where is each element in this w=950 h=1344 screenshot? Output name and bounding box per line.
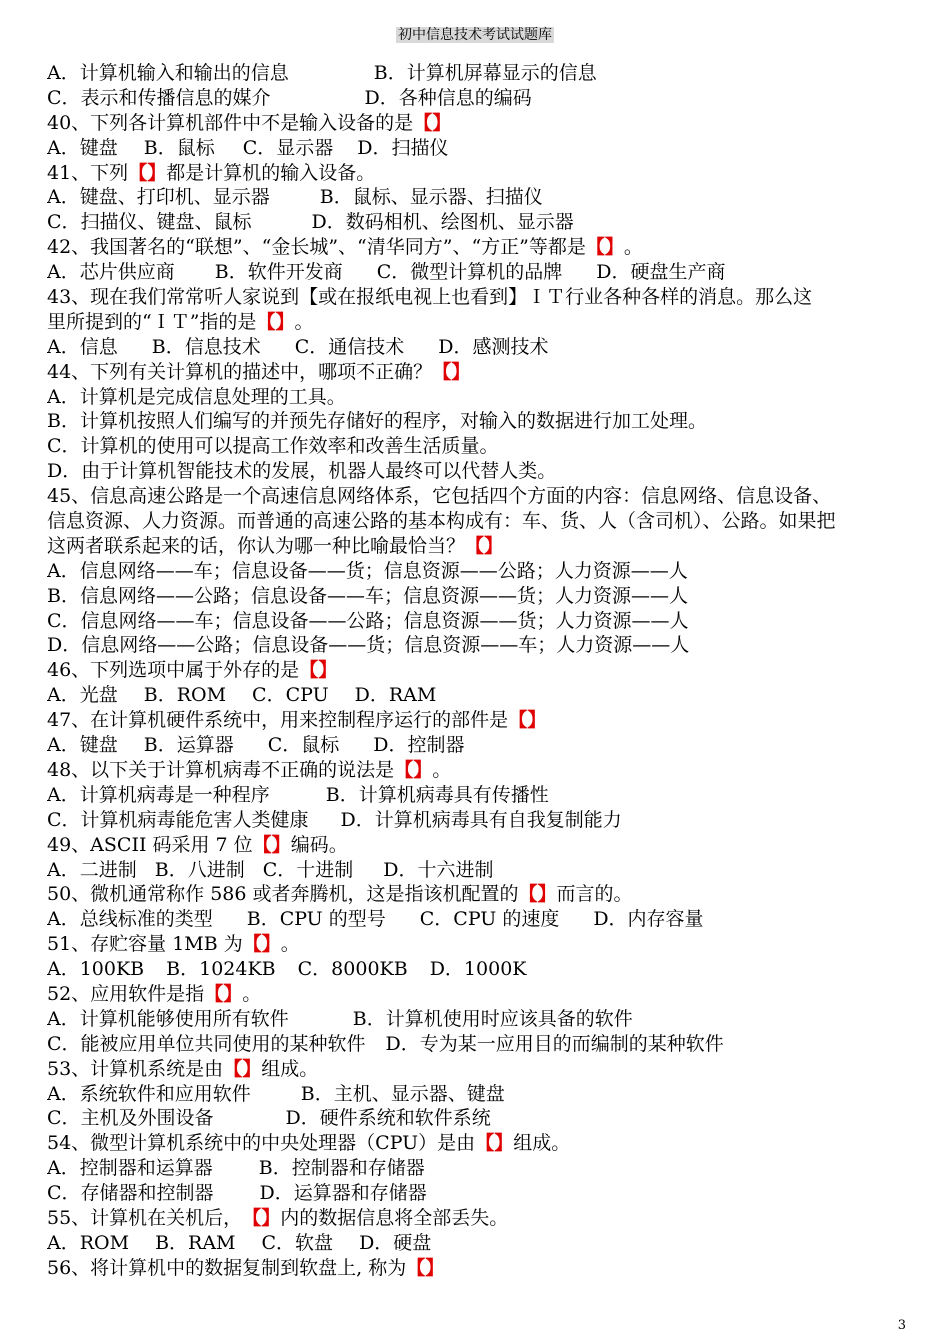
text-line (47, 459, 909, 484)
text-segment: B．信息网络——公路；信息设备——车；信息资源——货；人力资源——人 (47, 584, 688, 607)
text-segment: B．运算器 (143, 734, 234, 757)
text-line (47, 409, 909, 434)
text-line (47, 758, 909, 783)
text-line (47, 907, 909, 932)
text-segment: A．ROM (47, 1231, 130, 1254)
text-segment: C．鼠标 (267, 734, 340, 757)
text-line (47, 61, 909, 86)
text-segment: C．扫描仪、键盘、鼠标 (47, 211, 252, 234)
text-line (47, 86, 909, 111)
text-segment: 。 (294, 310, 314, 333)
answer-bracket: 【】 (128, 161, 167, 184)
text-segment: B．ROM (143, 684, 227, 707)
text-segment: D．内存容量 (593, 908, 704, 931)
text-segment: B．信息技术 (151, 335, 261, 358)
text-line (47, 534, 909, 559)
text-line (47, 1032, 909, 1057)
header-title: 初中信息技术考试试题库 (398, 27, 552, 43)
text-segment: C．信息网络——车；信息设备——公路；信息资源——货；人力资源——人 (47, 609, 689, 632)
text-segment: B．鼠标、显示器、扫描仪 (319, 186, 543, 209)
text-segment: 都是计算机的输入设备。 (166, 161, 376, 184)
text-segment: 46、下列选项中属于外存的是 (47, 659, 300, 682)
text-segment: 。 (623, 236, 643, 259)
text-segment: C．微型计算机的品牌 (376, 261, 563, 284)
text-segment: 。 (280, 933, 300, 956)
text-line (47, 509, 909, 534)
text-segment: A．计算机是完成信息处理的工具。 (47, 385, 346, 408)
text-segment: C．十进制 (262, 858, 354, 881)
answer-bracket: 【】 (508, 709, 547, 732)
text-segment: 40、下列各计算机部件中不是输入设备的是 (47, 111, 414, 134)
text-line (47, 161, 909, 186)
text-segment: 。 (242, 982, 262, 1005)
text-line (47, 858, 909, 883)
text-segment: 41、下列 (47, 161, 129, 184)
text-line (47, 808, 909, 833)
text-segment: 54、微型计算机系统中的中央处理器（CPU）是由 (47, 1132, 476, 1155)
text-line (47, 136, 909, 161)
answer-bracket: 【】 (413, 111, 452, 134)
text-line (47, 708, 909, 733)
text-segment: C．8000KB (297, 958, 408, 981)
text-segment: B．计算机屏幕显示的信息 (373, 62, 597, 84)
page-header (0, 26, 950, 44)
text-segment: D．数码相机、绘图机、显示器 (311, 211, 574, 234)
text-segment: 56、将计算机中的数据复制到软盘上, 称为 (47, 1256, 407, 1279)
text-segment: A．光盘 (47, 684, 118, 707)
text-line (47, 559, 909, 584)
text-segment: A．100KB (47, 958, 145, 981)
text-segment: B．软件开发商 (214, 261, 343, 284)
answer-bracket: 【】 (394, 758, 433, 781)
text-line (47, 609, 909, 634)
answer-bracket: 【】 (475, 1132, 514, 1155)
text-segment: C．显示器 (242, 136, 334, 159)
text-line (47, 210, 909, 235)
text-segment: 里所提到的“ＩＴ”指的是 (47, 310, 257, 333)
text-segment: A．控制器和运算器 (47, 1157, 213, 1180)
text-line (47, 484, 909, 509)
text-segment: C．计算机病毒能危害人类健康 (47, 808, 309, 831)
answer-bracket: 【】 (406, 1256, 445, 1279)
text-line (47, 235, 909, 260)
text-segment: B．计算机病毒具有传播性 (325, 783, 549, 806)
text-segment: D．RAM (354, 684, 437, 707)
text-line (47, 1156, 909, 1181)
text-line (47, 683, 909, 708)
text-segment: A．二进制 (47, 858, 137, 881)
answer-bracket: 【】 (252, 833, 291, 856)
text-line (47, 1181, 909, 1206)
answer-bracket: 【】 (223, 1057, 262, 1080)
text-line (47, 1057, 909, 1082)
text-segment: B．控制器和存储器 (258, 1157, 425, 1180)
text-line (47, 1106, 909, 1131)
answer-bracket: 【】 (204, 982, 243, 1005)
text-line (47, 335, 909, 360)
text-segment: 53、计算机系统是由 (47, 1057, 224, 1080)
text-segment: 这两者联系起来的话，你认为哪一种比喻最恰当？ (47, 534, 466, 557)
text-segment: A．信息网络——车；信息设备——货；信息资源——公路；人力资源——人 (47, 559, 688, 582)
text-segment: D．由于计算机智能技术的发展，机器人最终可以代替人类。 (47, 460, 557, 483)
text-segment: 52、应用软件是指 (47, 982, 205, 1005)
answer-bracket: 【】 (432, 360, 471, 383)
answer-bracket: 【】 (585, 236, 624, 259)
text-segment: 42、我国著名的“联想”、“金长城”、“清华同方”、“方正”等都是 (47, 236, 586, 259)
text-line (47, 1131, 909, 1156)
text-line (47, 285, 909, 310)
text-line (47, 982, 909, 1007)
text-segment: B．1024KB (166, 958, 276, 981)
text-line (47, 633, 909, 658)
text-segment: A．键盘 (47, 734, 118, 757)
text-segment: C．CPU 的速度 (419, 908, 560, 931)
text-segment: 50、微机通常称作 586 或者奔腾机，这是指该机配置的 (47, 883, 519, 906)
text-segment: A．芯片供应商 (47, 261, 175, 284)
text-segment: 组成。 (513, 1132, 571, 1155)
text-line (47, 783, 909, 808)
text-segment: 47、在计算机硬件系统中，用来控制程序运行的部件是 (47, 709, 509, 732)
text-segment: C．能被应用单位共同使用的某种软件 (47, 1032, 366, 1055)
answer-bracket: 【】 (242, 1206, 281, 1229)
text-segment: C．表示和传播信息的媒介 (47, 86, 271, 109)
text-segment: C．主机及外围设备 (47, 1107, 214, 1130)
text-line (47, 1206, 909, 1231)
text-segment: B．鼠标 (143, 136, 215, 159)
text-segment: 48、以下关于计算机病毒不正确的说法是 (47, 758, 395, 781)
text-segment: A．计算机能够使用所有软件 (47, 1007, 289, 1030)
text-segment: B．RAM (155, 1231, 236, 1254)
text-segment: B．计算机按照人们编写的并预先存储好的程序，对输入的数据进行加工处理。 (47, 410, 707, 433)
text-segment: 43、现在我们常常听人家说到【或在报纸电视上也看到】ＩＴ行业各种各样的消息。那么这 (47, 286, 813, 309)
text-segment: 组成。 (261, 1057, 319, 1080)
text-segment: D．1000K (429, 958, 527, 981)
text-segment: 内的数据信息将全部丢失。 (280, 1206, 509, 1229)
text-segment: D．专为某一应用目的而编制的某种软件 (385, 1032, 724, 1055)
answer-bracket: 【】 (242, 933, 281, 956)
text-segment: A．键盘、打印机、显示器 (47, 186, 270, 209)
text-line (47, 310, 909, 335)
text-line (47, 260, 909, 285)
text-line (47, 1007, 909, 1032)
text-segment: B．主机、显示器、键盘 (300, 1082, 505, 1105)
text-segment: 编码。 (290, 833, 348, 856)
text-segment: D．硬盘生产商 (596, 261, 726, 284)
text-segment: D．感测技术 (438, 335, 549, 358)
text-segment: D．信息网络——公路；信息设备——货；信息资源——车；人力资源——人 (47, 634, 690, 657)
text-segment: 45、信息高速公路是一个高速信息网络体系，它包括四个方面的内容：信息网络、信息设备、 (47, 485, 832, 508)
text-segment: C．CPU (252, 684, 329, 707)
text-line (47, 833, 909, 858)
text-segment: D．计算机病毒具有自我复制能力 (340, 808, 622, 831)
text-line (47, 733, 909, 758)
text-segment: 而言的。 (556, 883, 633, 906)
text-segment: D．运算器和存储器 (259, 1182, 427, 1205)
text-line (47, 1082, 909, 1107)
text-line (47, 957, 909, 982)
text-segment: D．扫描仪 (357, 136, 449, 159)
text-line (47, 658, 909, 683)
text-segment: A．计算机病毒是一种程序 (47, 783, 270, 806)
text-segment: 49、ASCII 码采用 7 位 (47, 833, 253, 856)
text-segment: 信息资源、人力资源。而普通的高速公路的基本构成有：车、货、人（含司机）、公路。如果把 (47, 510, 836, 533)
text-segment: A．计算机输入和输出的信息 (47, 62, 289, 84)
text-line (47, 360, 909, 385)
text-segment: 55、计算机在关机后， (47, 1206, 243, 1229)
text-segment: D．硬盘 (359, 1231, 432, 1254)
text-segment: A．系统软件和应用软件 (47, 1082, 251, 1105)
answer-bracket: 【】 (256, 310, 295, 333)
answer-bracket: 【】 (518, 883, 557, 906)
text-segment: D．控制器 (373, 734, 465, 757)
text-segment: D．各种信息的编码 (364, 86, 532, 109)
text-line (47, 1231, 909, 1256)
text-segment: C．软盘 (261, 1231, 334, 1254)
text-segment: C．存储器和控制器 (47, 1182, 214, 1205)
text-segment: C．通信技术 (294, 335, 405, 358)
page-number: 3 (897, 1318, 906, 1333)
text-line (47, 584, 909, 609)
text-line (47, 932, 909, 957)
text-line (47, 1256, 909, 1281)
text-segment: B．CPU 的型号 (246, 908, 386, 931)
text-line (47, 185, 909, 210)
text-segment: A．信息 (47, 335, 118, 358)
text-segment: B．八进制 (154, 858, 245, 881)
text-line (47, 434, 909, 459)
text-segment: 。 (432, 758, 452, 781)
text-segment: C．计算机的使用可以提高工作效率和改善生活质量。 (47, 435, 499, 458)
text-segment: D．十六进制 (383, 858, 494, 881)
question-list (47, 61, 909, 1281)
text-segment: D．硬件系统和软件系统 (285, 1107, 491, 1130)
text-segment: B．计算机使用时应该具备的软件 (352, 1007, 633, 1030)
text-segment: A．键盘 (47, 136, 118, 159)
text-segment: 51、存贮容量 1MB 为 (47, 933, 243, 956)
answer-bracket: 【】 (299, 659, 338, 682)
text-line (47, 385, 909, 410)
text-segment: A．总线标准的类型 (47, 908, 213, 931)
text-line (47, 882, 909, 907)
answer-bracket: 【】 (465, 534, 504, 557)
text-line (47, 111, 909, 136)
text-segment: 44、下列有关计算机的描述中，哪项不正确？ (47, 360, 433, 383)
